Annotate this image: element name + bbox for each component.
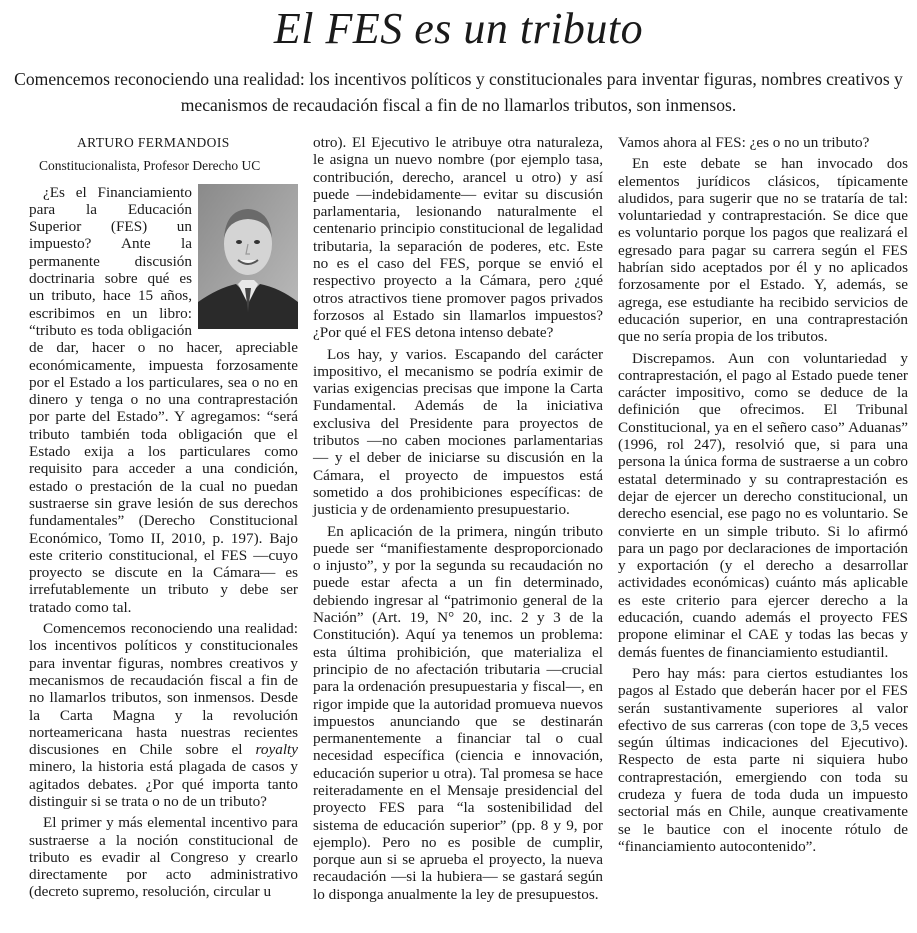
italic-term: royalty [255, 741, 299, 759]
article-paragraph [618, 350, 908, 661]
author-portrait-photo [198, 184, 298, 329]
article-column [29, 134, 298, 905]
article-paragraph [29, 814, 298, 900]
article-paragraph [313, 134, 603, 342]
author-role: Constitucionalista, Profesor Derecho UC [39, 158, 261, 174]
paragraph-text: El primer y más elemental incentivo para sustraerse a la noción constitucional de tributo es evadir al Congreso y crearlo directamente por acto administrativo (decreto supremo, resolución, circular u [29, 814, 298, 901]
article-column [618, 134, 908, 859]
author-name: ARTURO FERMANDOIS [77, 135, 230, 150]
article-paragraph [313, 346, 603, 519]
paragraph-text: En aplicación de la primera, ningún tributo puede ser “manifiestamente desproporcionado o injusto”, y por la segunda su recaudación no puede estar afecta a un fin determinado, debiendo ingresar al “patrimonio general de la Nación” (Art. 19, N° 20, inc. 2 y 3 de la Constitución). Aquí ya tenemos un problema: esta última prohibición, que materializa el principio de no afectación tributaria —crucial para la ordenación presupuestaria y fiscal—, en rigor impide que la autoridad promueva nuevos impuestos anunciando que se destinarán permanentemente a financiar tal o cual necesidad específica (ciencia e innovación, educación superior u otra). Tal promesa se hace reiteradamente en el Mensaje presidencial del proyecto FES para “la sostenibilidad del sistema de educación superior” (pp. 8 y 9, por ejemplo). Pero no es posible de cumplir, porque aun si se aprueba el proyecto, la nueva recaudación —si la hubiera— se gastará según lo disponga anualmente la ley de presupuestos. [313, 522, 603, 903]
headline: El FES es un tributo [273, 4, 644, 53]
paragraph-text: Discrepamos. Aun con voluntariedad y contraprestación, el pago al Estado puede tener carácter impositivo, como se deduce de la definición que ofrecimos. El Tribunal Constitucional, ya en el señero caso” Aduanas” (1996, rol 247), resolvió que, si para una persona la única forma de sustraerse a un cobro estatal determinado y su contraprestación es dejar de ejercer un derecho constitucional, un derecho esencial, ese pago no es voluntario. Se convierte en un simple tributo. Si lo afirmó para un pago por declaraciones de importación y exportación (y el derecho a desarrollar actividades económicas) cuánto más aplicable es este criterio para ejercer derecho a la educación, cuando además el proyecto FES propone eliminar el CAE y todas las becas y demás fuentes de financiamiento estudiantil. [618, 349, 908, 661]
paragraph-text: Los hay, y varios. Escapando del carácter impositivo, el mecanismo se podría eximir de varias exigencias precisas que impone la Carta Fundamental. Además de la iniciativa exclusiva del Presidente para proyectos de tributos —no caben mociones parlamentarias— y el deber de iniciarse su discusión en la Cámara, el proyecto de impuestos está sometido a dos prohibiciones específicas: de justicia y de ordenamiento presupuestario. [313, 345, 603, 519]
article-paragraph [618, 134, 908, 151]
article-paragraph [29, 184, 298, 616]
article-paragraph [618, 155, 908, 345]
paragraph-text: Pero hay más: para ciertos estudiantes los pagos al Estado que deberán hacer por el FES serán sustantivamente superiores al valor efectivo de sus carreras (con tope de 3,5 veces según últimas indicaciones del Ejecutivo). Respecto de esta parte ni siquiera hubo contraprestación, emergiendo con toda su crudeza y fuera de toda duda un impuesto sectorial más en Chile, aunque creativamente se le bautice con el inocente rótulo de “financiamiento autocontenido”. [618, 664, 908, 855]
article-paragraph [29, 620, 298, 810]
paragraph-text: Vamos ahora al FES: ¿es o no un tributo? [618, 134, 870, 151]
paragraph-text: En este debate se han invocado dos elementos jurídicos clásicos, típicamente aludidos, para sugerir que no se trataría de tal: voluntariedad y contraprestación. Se dice que es voluntario porque los pagos que realizará el egresado para pagar su carrera según el FES habrían sido aceptados por él y no aplicados forzosamente por el Estado. Y, además, se agrega, ese estudiante ha recibido servicios de educación superior, en una contraprestación que no sería propia de los tributos. [618, 155, 908, 346]
paragraph-text: otro). El Ejecutivo le atribuye otra naturaleza, le asigna un nuevo nombre (por ejemplo tasa, contribución, derecho, arancel u otro) y así puede —indebidamente— evitar su discusión parlamentaria, lesionando naturalmente el centenario principio constitucional de legalidad tributaria, la separación de poderes, etc. Este no es el caso del FES, porque se envió el respectivo proyecto a la Cámara, pero ¿qué otros atractivos tiene promover pagos privados forzosos al Estado sin llamarlos impuestos? ¿Por qué el FES detona intenso debate? [313, 134, 603, 342]
article-column [313, 134, 603, 907]
article-paragraph [618, 665, 908, 855]
article-paragraph [313, 523, 603, 904]
paragraph-text: Comencemos reconociendo una realidad: los incentivos políticos y constitucionales para inventar figuras, nombres creativos y mecanismos de recaudación fiscal a fin de no llamarlos tributos, son inmensos. Desde la Carta Magna y la revolución norteamericana hasta nuestras recientes discusiones en Chile sobre el [29, 620, 298, 759]
paragraph-text: minero, la historia está plagada de casos y agitados debates. ¿Por qué importa tanto distinguir si se trata o no de un tributo? [29, 758, 298, 810]
deck: Comencemos reconociendo una realidad: los incentivos políticos y constitucionales para inventar figuras, nombres creativos y mecanismos de recaudación fiscal a fin de no llamarlos tributos, son inmensos. [14, 69, 903, 115]
paragraph-text: ¿Es el Financiamiento para la Educación Superior (FES) un impuesto? Ante la permanente discusión doctrinaria sobre qué es un tributo, hace 15 años, escribimos en un libro: “tributo es toda obligación de dar, hacer o no hacer, apreciable económicamente, impuesta forzosamente por el Estado a los particulares, sea o no en dinero y tenga o no una contraprestación por parte del Estado”. Y agregamos: “será tributo también toda obligación que el Estado exija a los particulares como requisito para acceder a una condición, estado o prestación de la cual no puedan sustraerse sin grave lesión de sus derechos fundamentales” (Derecho Constitucional Económico, Tomo II, 2010, p. 197). Bajo este criterio constitucional, el FES —cuyo proyecto se discute en la Cámara— es irrefutablemente un tributo y debe ser tratado como tal. [29, 183, 298, 616]
